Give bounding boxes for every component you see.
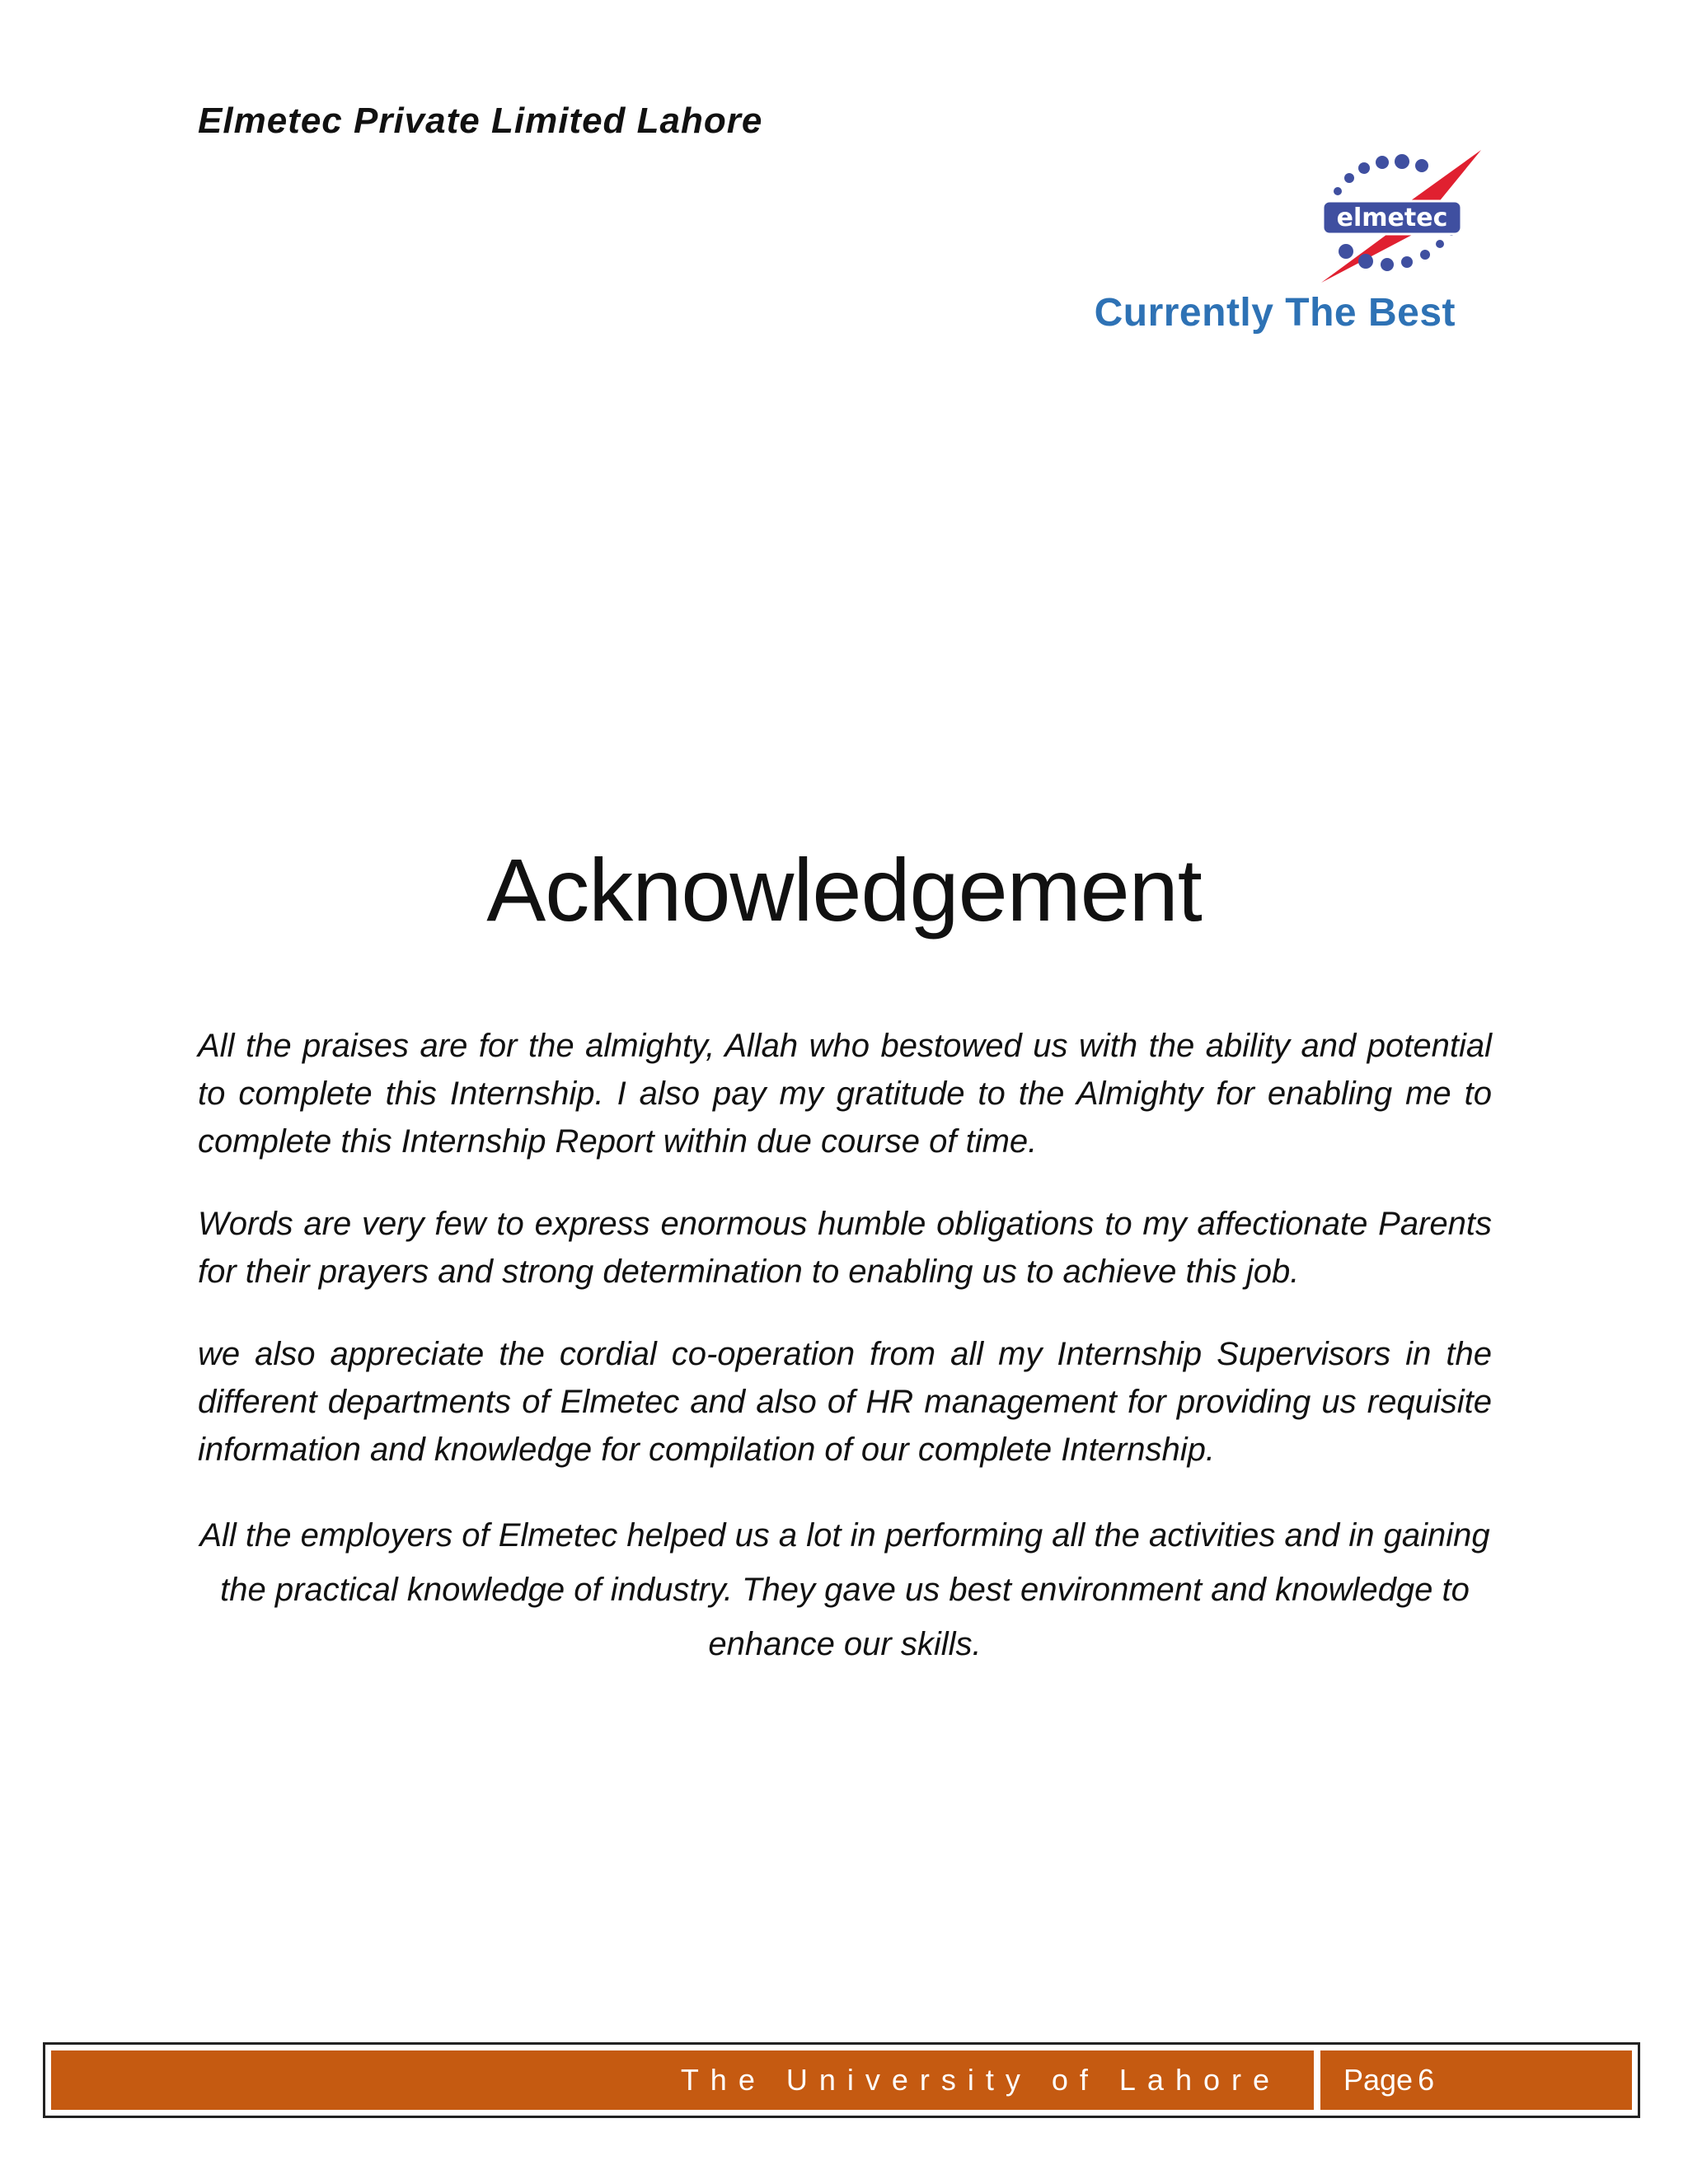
footer-university: The University of Lahore [680, 2063, 1281, 2097]
logo-text: elmetec [1336, 204, 1448, 232]
paragraph-employers: All the employers of Elmetec helped us a lot in performing all the activities and in gaining the practical knowledge of industry. They gave us best environment and knowledge to enhance our skills. [199, 1517, 1490, 1662]
footer-divider [1314, 2050, 1320, 2110]
acknowledgement-body [198, 1022, 1492, 1706]
footer-university-cell [51, 2050, 1314, 2110]
footer-page-label: Page [1343, 2063, 1414, 2097]
paragraph-supervisors: we also appreciate the cordial co-operation from all my Internship Supervisors in the different departments of Elmetec and also of HR management for providing us requisite information and knowledge for compilation of our complete Internship. [198, 1336, 1492, 1468]
page-title: Acknowledgement [486, 840, 1202, 940]
elmetec-logo-icon [1306, 148, 1496, 284]
footer-page-number: 6 [1418, 2063, 1435, 2097]
company-name: Elmetec Private Limited Lahore [198, 101, 763, 141]
tagline: Currently The Best [1094, 291, 1456, 335]
footer-page-cell [1320, 2050, 1632, 2110]
paragraph-praises: All the praises are for the almighty, Allah who bestowed us with the ability and potential to complete this Internship. I also pay my gratitude to the Almighty for enabling me to complete this Internship Report within due course of time. [198, 1028, 1492, 1160]
paragraph-parents: Words are very few to express enormous humble obligations to my affectionate Parents for their prayers and strong determination to enabling us to achieve this job. [198, 1206, 1492, 1290]
footer-bar [51, 2050, 1632, 2110]
